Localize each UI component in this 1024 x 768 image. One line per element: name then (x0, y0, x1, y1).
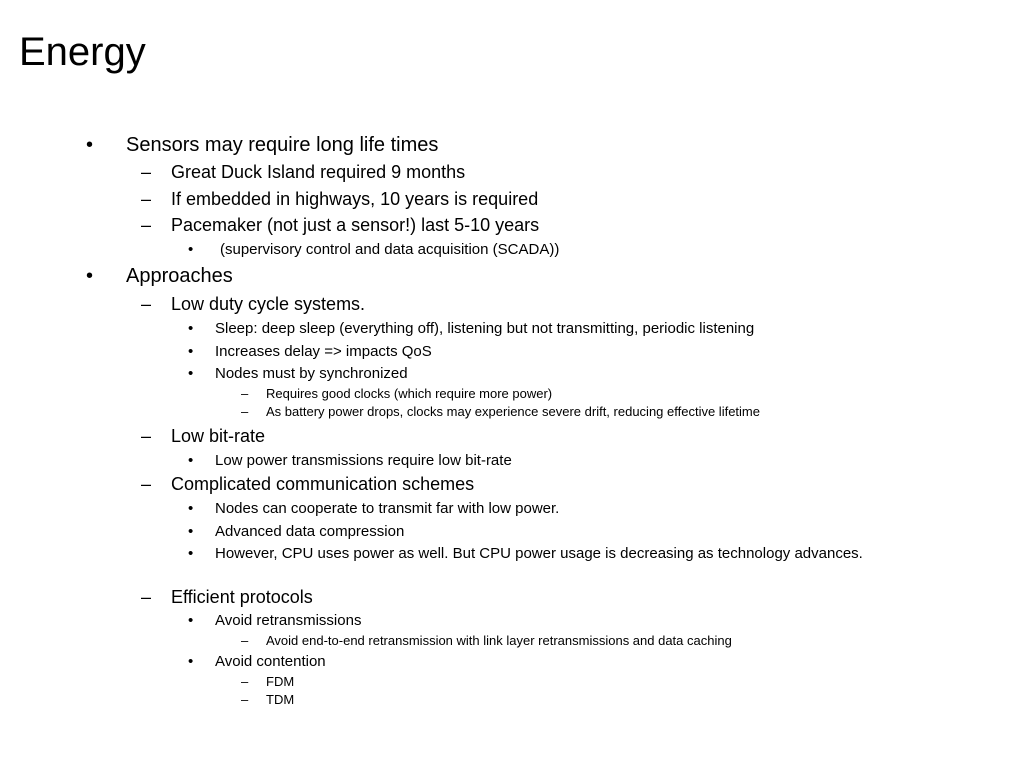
bullet-icon: • (188, 452, 194, 469)
list-item-text: Advanced data compression (215, 523, 405, 540)
list-item-text: TDM (266, 692, 295, 707)
list-item-text: Low bit-rate (171, 426, 266, 446)
bullet-icon: • (188, 343, 194, 360)
list-item-text: Requires good clocks (which require more power) (266, 386, 553, 401)
slide-title: Energy (19, 30, 146, 74)
list-item-text: As battery power drops, clocks may experience severe drift, reducing effective lifetime (266, 404, 760, 419)
dash-icon: – (241, 692, 249, 707)
list-item-text: Nodes must by synchronized (215, 365, 408, 382)
list-item-text: Nodes can cooperate to transmit far with low power. (215, 500, 560, 517)
list-item-text: Approaches (126, 265, 233, 287)
list-item-text: Low duty cycle systems. (171, 294, 366, 314)
dash-icon: – (141, 162, 152, 182)
dash-icon: – (241, 404, 249, 419)
bullet-icon: • (188, 523, 194, 540)
dash-icon: – (241, 386, 249, 401)
list-item-text: However, CPU uses power as well. But CPU power usage is decreasing as technology advances. (215, 545, 863, 562)
list-item-text: Increases delay => impacts QoS (215, 343, 432, 360)
bullet-icon: • (86, 265, 94, 287)
list-item-text: Avoid retransmissions (215, 612, 362, 629)
list-item-text: Pacemaker (not just a sensor!) last 5-10 years (171, 215, 540, 235)
list-item-text: Complicated communication schemes (171, 474, 475, 494)
list-item-text: Great Duck Island required 9 months (171, 162, 466, 182)
dash-icon: – (241, 633, 249, 648)
bullet-icon: • (188, 365, 194, 382)
dash-icon: – (141, 189, 152, 209)
list-item-text: Sleep: deep sleep (everything off), listening but not transmitting, periodic listening (215, 320, 755, 337)
dash-icon: – (241, 674, 249, 689)
list-item-text: Low power transmissions require low bit-rate (215, 452, 512, 469)
dash-icon: – (141, 426, 152, 446)
bullet-icon: • (188, 545, 194, 562)
list-item-text: FDM (266, 674, 295, 689)
bullet-icon: • (188, 241, 194, 258)
bullet-icon: • (86, 134, 94, 156)
bullet-icon: • (188, 612, 194, 629)
bullet-icon: • (188, 653, 194, 670)
dash-icon: – (141, 294, 152, 314)
list-item-text: Avoid contention (215, 653, 326, 670)
dash-icon: – (141, 474, 152, 494)
list-item-text: Avoid end-to-end retransmission with link layer retransmissions and data caching (266, 633, 732, 648)
list-item-text: If embedded in highways, 10 years is required (171, 189, 539, 209)
dash-icon: – (141, 215, 152, 235)
bullet-icon: • (188, 320, 194, 337)
dash-icon: – (141, 587, 152, 607)
list-item-text: (supervisory control and data acquisition (SCADA)) (220, 241, 560, 258)
list-item-text: Efficient protocols (171, 587, 313, 607)
bullet-icon: • (188, 500, 194, 517)
list-item-text: Sensors may require long life times (126, 134, 439, 156)
